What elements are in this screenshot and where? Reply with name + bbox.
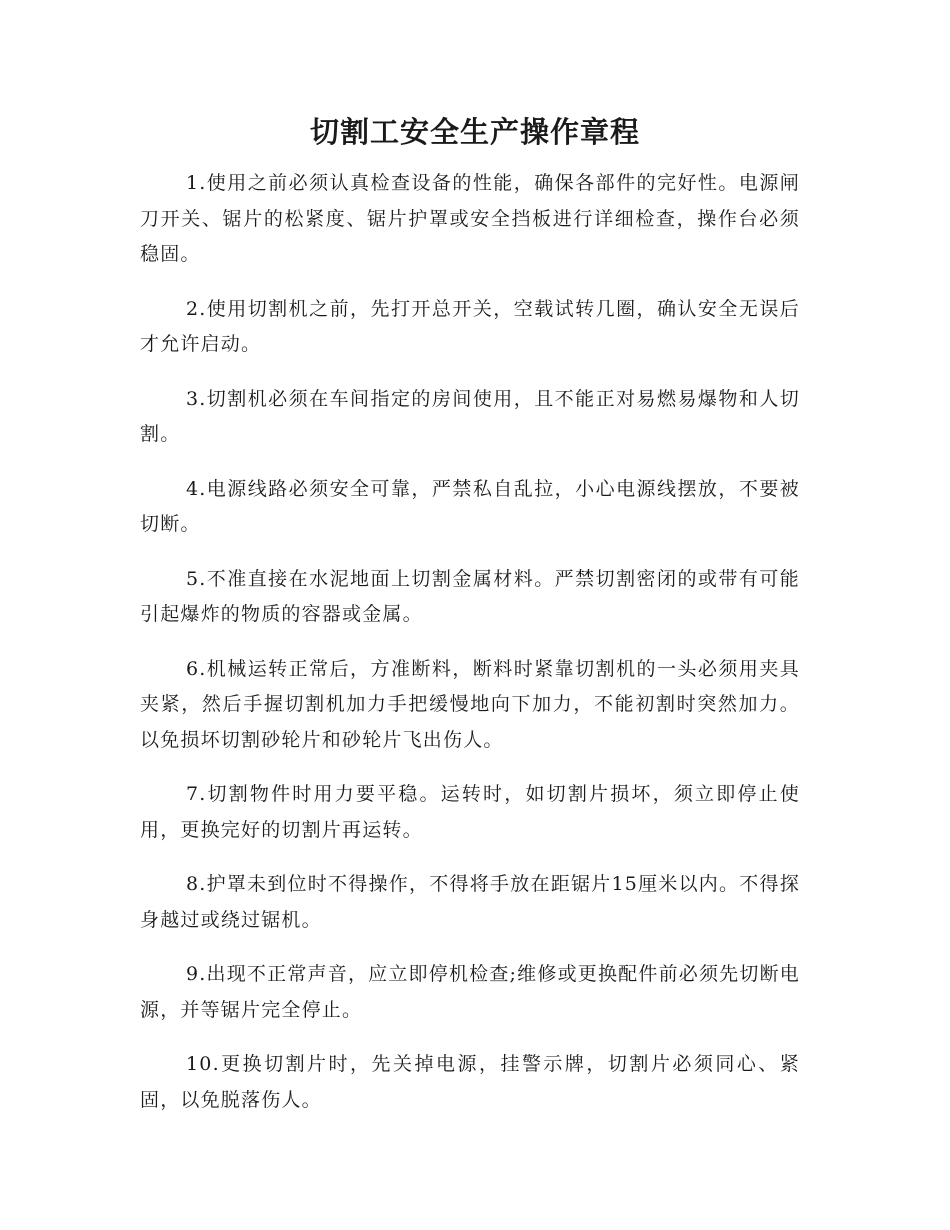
rule-item-3: 3.切割机必须在车间指定的房间使用，且不能正对易燃易爆物和人切割。 — [140, 387, 800, 445]
rule-item-10: 10.更换切割片时，先关掉电源，挂警示牌，切割片必须同心、紧固，以免脱落伤人。 — [140, 1053, 800, 1111]
rule-item-1: 1.使用之前必须认真检查设备的性能，确保各部件的完好性。电源闸刀开关、锯片的松紧度、锯片护罩或安全挡板进行详细检查，操作台必须稳固。 — [140, 172, 800, 265]
rule-item-4: 4.电源线路必须安全可靠，严禁私自乱拉，小心电源线摆放，不要被切断。 — [140, 477, 800, 535]
rule-item-6: 6.机械运转正常后，方准断料，断料时紧靠切割机的一头必须用夹具夹紧，然后手握切割机加力手把缓慢地向下加力，不能初割时突然加力。以免损坏切割砂轮片和砂轮片飞出伤人。 — [140, 657, 800, 751]
rule-list — [140, 166, 800, 1137]
rule-item-7: 7.切割物件时用力要平稳。运转时，如切割片损坏，须立即停止使用，更换完好的切割片再运转。 — [140, 783, 800, 841]
rule-item-5: 5.不准直接在水泥地面上切割金属材料。严禁切割密闭的或带有可能引起爆炸的物质的容器或金属。 — [140, 567, 800, 625]
rule-item-9: 9.出现不正常声音，应立即停机检查;维修或更换配件前必须先切断电源，并等锯片完全停止。 — [140, 963, 800, 1021]
document-title: 切割工安全生产操作章程 — [309, 115, 640, 149]
rule-item-8: 8.护罩未到位时不得操作，不得将手放在距锯片15厘米以内。不得探身越过或绕过锯机。 — [140, 873, 800, 931]
rule-item-2: 2.使用切割机之前，先打开总开关，空载试转几圈，确认安全无误后才允许启动。 — [140, 297, 800, 355]
